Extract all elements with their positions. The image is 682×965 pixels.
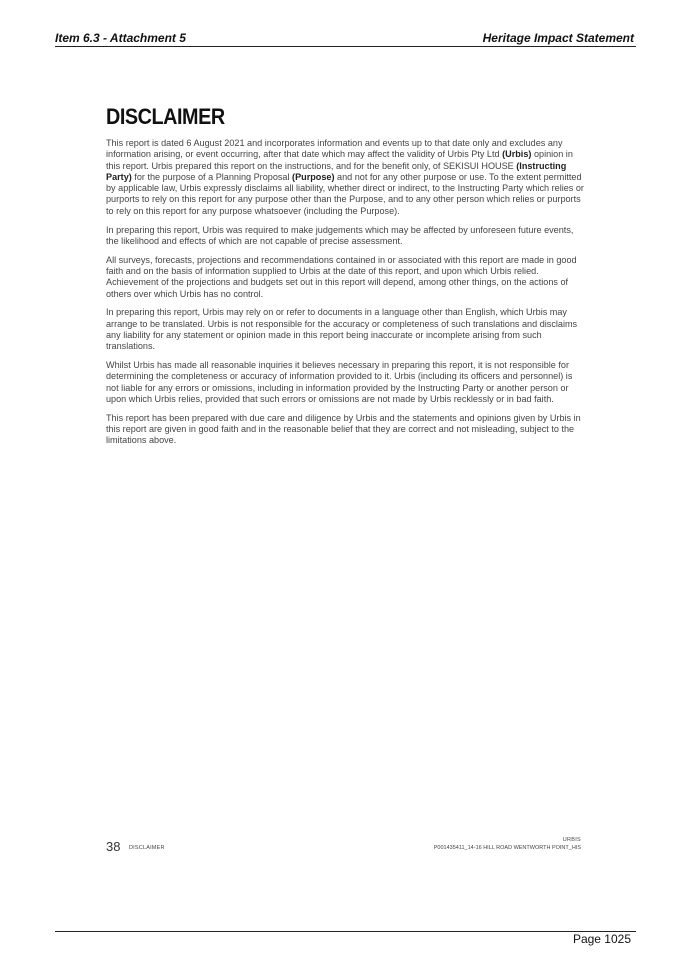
- section-label: DISCLAIMER: [129, 845, 165, 851]
- p1-text-2: opinion in this report. Urbis prepared this report on the instructions, and for the benefit only, of SEKISUI HOUSE: [106, 149, 573, 171]
- page-title: DISCLAIMER: [106, 104, 225, 129]
- p1-text-1: This report is dated 6 August 2021 and incorporates information and events up to that date only and excludes any information arising, or event occurring, after that date which may affect the validity of Urbis Pty Ltd: [106, 138, 563, 160]
- page-header: [55, 31, 636, 47]
- paragraph-5: Whilst Urbis has made all reasonable inquiries it believes necessary in preparing this report, it is not responsible for determining the completeness or accuracy of information provided to it. Urbis (including its officers and personnel) is not liable for any errors or omissions, including in information provided by the Instructing Party or another person or upon which Urbis relies, provided that such errors or omissions are not made by Urbis recklessly or in bad faith.: [106, 360, 573, 404]
- p1-text-3: for the purpose of a Planning Proposal: [131, 171, 293, 182]
- p1-bold-purpose: (Purpose): [292, 171, 335, 182]
- paragraph-1: [106, 138, 584, 217]
- p1-text-4: and not for any other purpose or use. To the extent permitted by applicable law, Urbis expressly disclaims all liability, whether direct or indirect, to the Instructing Party which relies or purports to rely on this report for any purpose other than the Purpose, and to any other person which relies or purports to rely on this report for any purpose whatsoever (including the Purpose).: [106, 171, 584, 216]
- report-reference: P0014354‌11_14-16 HILL ROAD WENTWORTH POINT_HIS: [433, 845, 581, 851]
- report-page-number: 38: [106, 839, 121, 854]
- p1-bold-urbis: (Urbis): [502, 149, 532, 160]
- brand-label: URBIS: [562, 837, 581, 843]
- footer-divider: [55, 931, 636, 932]
- disclaimer-body: [106, 138, 584, 454]
- paragraph-2: In preparing this report, Urbis was required to make judgements which may be affected by unforeseen future events, the likelihood and effects of which are not capable of precise assessment.: [106, 224, 574, 246]
- p1-bold-instructing-party: (Instructing Party): [106, 160, 567, 182]
- document-title: Heritage Impact Statement: [482, 31, 634, 45]
- paragraph-6: This report has been prepared with due care and diligence by Urbis and the statements and opinions given by Urbis in this report are given in good faith and in the reasonable belief that they are correct and not misleading, subject to the limitations above.: [106, 412, 581, 446]
- attachment-label: Item 6.3 - Attachment 5: [55, 31, 186, 45]
- paragraph-4: In preparing this report, Urbis may rely on or refer to documents in a language other than English, which Urbis may arrange to be translated. Urbis is not responsible for the accuracy or completeness of such translations and disclaims any liability for any statement or opinion made in this report being inaccurate or incomplete arising from such translations.: [106, 307, 578, 352]
- paragraph-3: All surveys, forecasts, projections and recommendations contained in or associated with this report are made in good faith and on the basis of information supplied to Urbis at the date of this report, and upon which Urbis relied. Achievement of the projections and budgets set out in this report will depend, among other things, on the actions of others over which Urbis has no control.: [106, 254, 577, 299]
- attachment-page-number: Page 1025: [572, 932, 631, 946]
